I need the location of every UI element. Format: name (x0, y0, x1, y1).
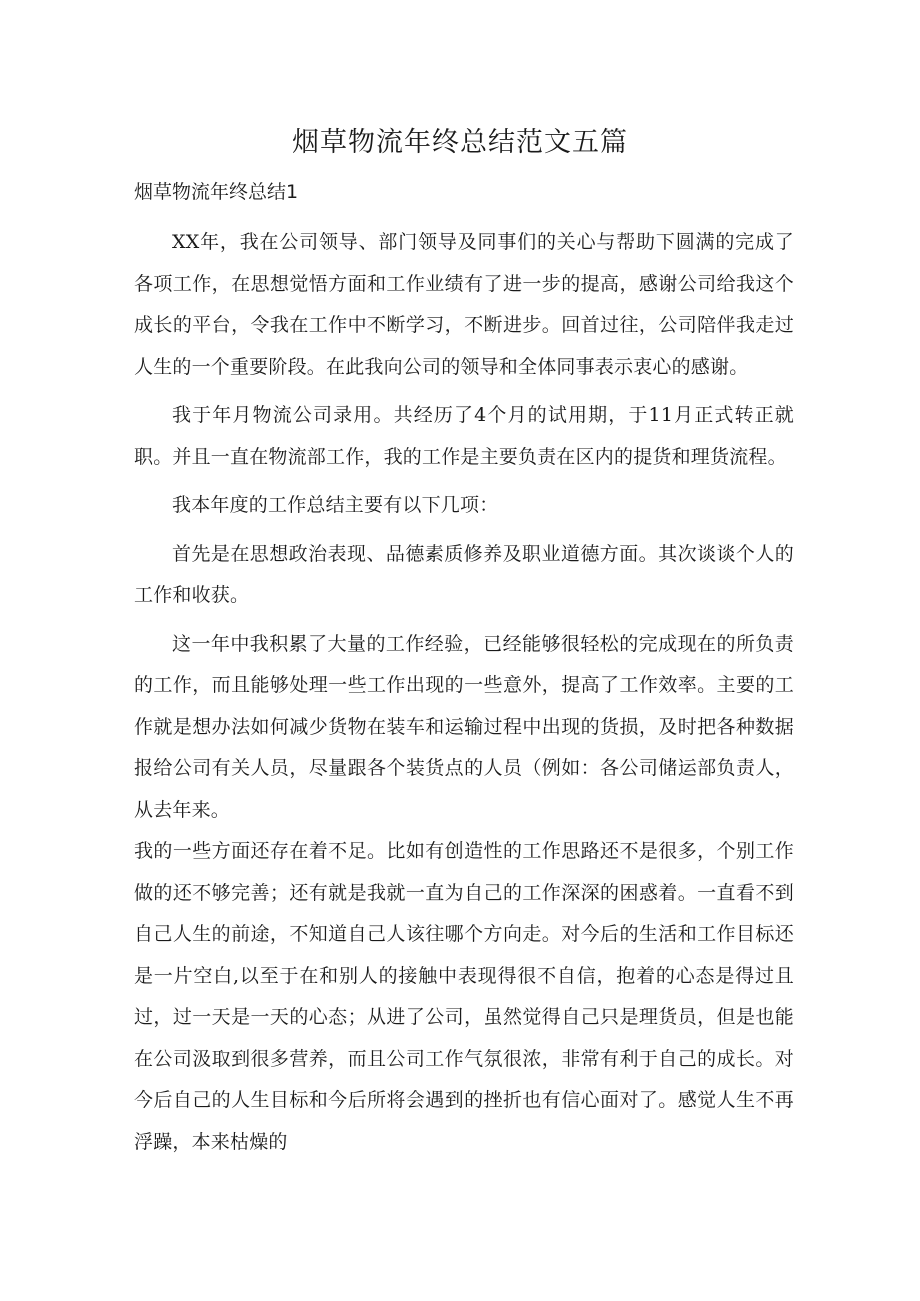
paragraph: 我本年度的工作总结主要有以下几项： (172, 494, 499, 516)
section-heading: 烟草物流年终总结1 (134, 181, 299, 203)
paragraph: XX年，我在公司领导、部门领导及同事们的关心与帮助下圆满的完成了各项工作，在思想觉悟方面和工作业绩有了进一步的提高，感谢公司给我这个成长的平台，令我在工作中不断学习，不断进步。回首过往，公司陪伴我走过人生的一个重要阶段。在此我向公司的领导和全体同事表示衷心的感谢。 (134, 231, 794, 378)
paragraph: 我的一些方面还存在着不足。比如有创造性的工作思路还不是很多，个别工作做的还不够完善；还有就是我就一直为自己的工作深深的困惑着。一直看不到自己人生的前途，不知道自己人该往哪个方向走。对今后的生活和工作目标还是一片空白,以至于在和别人的接触中表现得很不自信，抱着的心态是得过且过，过一天是一天的心态；从进了公司，虽然觉得自己只是理货员，但是也能在公司汲取到很多营养，而且公司工作气氛很浓，非常有利于自己的成长。对今后自己的人生目标和今后所将会遇到的挫折也有信心面对了。感觉人生不再浮躁，本来枯燥的 (134, 840, 794, 1153)
paragraph: 我于年月物流公司录用。共经历了4个月的试用期，于11月正式转正就职。并且一直在物流部工作，我的工作是主要负责在区内的提货和理货流程。 (134, 404, 794, 468)
paragraph: 这一年中我积累了大量的工作经验，已经能够很轻松的完成现在的所负责的工作，而且能够处理一些工作出现的一些意外，提高了工作效率。主要的工作就是想办法如何减少货物在装车和运输过程中出现的货损，及时把各种数据报给公司有关人员，尽量跟各个装货点的人员（例如：各公司储运部负责人，从去年来。 (134, 632, 794, 821)
document-body (134, 222, 794, 1163)
document-title: 烟草物流年终总结范文五篇 (292, 127, 628, 158)
paragraph: 首先是在思想政治表现、品德素质修养及职业道德方面。其次谈谈个人的工作和收获。 (134, 542, 794, 606)
